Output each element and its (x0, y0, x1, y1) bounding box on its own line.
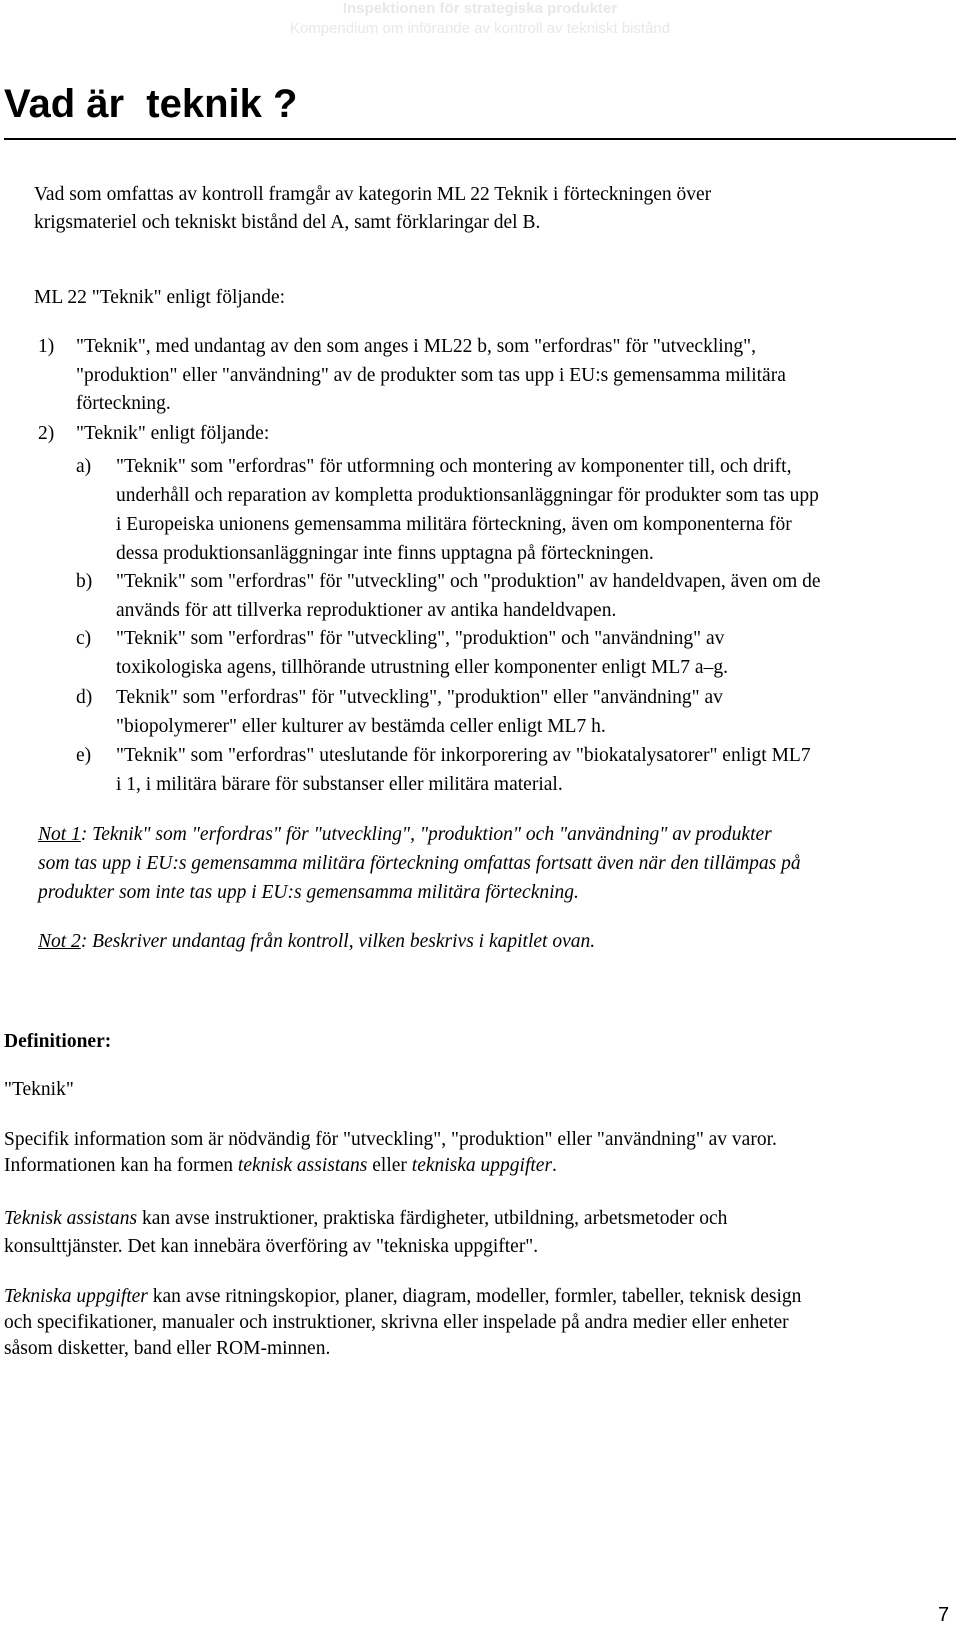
note-text: : Teknik" som "erfordras" för "utveckling", "produktion" och "användning" av produkter som tas upp i EU:s gemensamma militära förteckning omfattas fortsatt även när den tillämpas på produkter som inte tas upp i EU:s gemensamma militära förteckning. (38, 824, 801, 903)
item-text: "Teknik", med undantag av den som anges i ML22 b, som "erfordras" för "utveckling", "produktion" eller "användning" av de produkter som tas upp i EU:s gemensamma militära förteckning. (76, 336, 786, 414)
definition-paragraph (4, 1205, 924, 1261)
definition-emphasis: tekniska uppgifter (411, 1155, 553, 1176)
subitem-letter: d) (76, 687, 93, 708)
ml22-subheading: ML 22 "Teknik" enligt följande: (34, 287, 286, 308)
title-divider (4, 138, 956, 140)
definition-text: eller (367, 1155, 412, 1176)
subitem-text: "Teknik" som "erfordras" uteslutande för inkorporering av "biokatalysatorer" enligt ML7 i 1, i militära bärare för substanser eller militära material. (116, 745, 811, 795)
intro-paragraph: Vad som omfattas av kontroll framgår av kategorin ML 22 Teknik i förteckningen över krigsmateriel och tekniskt bistånd del A, samt förklaringar del B. (34, 184, 712, 233)
item-number: 1) (38, 336, 55, 357)
definition-text: kan avse instruktioner, praktiska färdigheter, utbildning, arbetsmetoder och konsulttjänster. Det kan innebära överföring av "tekniska uppgifter". (4, 1208, 728, 1257)
definition-text: Informationen kan ha formen (4, 1155, 238, 1176)
subitem-letter: b) (76, 571, 93, 592)
subitem-text: "Teknik" som "erfordras" för "utveckling" och "produktion" av handeldvapen, även om de används för att tillverka reproduktioner av antika handeldvapen. (116, 571, 821, 621)
subitem-letter: a) (76, 456, 92, 477)
definition-paragraph (4, 1284, 924, 1362)
note-2 (38, 927, 928, 956)
definition-emphasis: teknisk assistans (237, 1155, 368, 1176)
note-1 (38, 820, 928, 907)
definition-text: . (552, 1155, 557, 1176)
note-text: : Beskriver undantag från kontroll, vilken beskrivs i kapitlet ovan. (80, 931, 596, 952)
header-subtitle: Kompendium om införande av kontroll av tekniskt bistånd (289, 20, 671, 37)
definition-text: Specifik information som är nödvändig för "utveckling", "produktion" eller "användning" av varor. (4, 1129, 777, 1150)
header-title: Inspektionen för strategiska produkter (342, 0, 618, 17)
definitions-heading: Definitioner: (4, 1031, 112, 1052)
definition-text: kan avse ritningskopior, planer, diagram, modeller, formler, tabeller, teknisk design och specifikationer, manualer och instruktioner, skrivna eller inspelade på andra medier eller enheter såsom disketter, band eller ROM-minnen. (4, 1286, 802, 1359)
definition-term: "Teknik" (4, 1079, 74, 1100)
item-text: "Teknik" enligt följande: (76, 423, 270, 444)
subitem-letter: c) (76, 628, 92, 649)
definition-emphasis: Tekniska uppgifter (4, 1286, 148, 1307)
page-number: 7 (938, 1604, 950, 1626)
definition-paragraph (4, 1127, 924, 1179)
definition-emphasis: Teknisk assistans (4, 1208, 138, 1229)
item-number: 2) (38, 423, 55, 444)
subitem-text: Teknik" som "erfordras" för "utveckling", "produktion" eller "användning" av "biopolymerer" eller kulturer av bestämda celler enligt ML7 h. (116, 687, 723, 737)
subitem-text: "Teknik" som "erfordras" för utformning och montering av komponenter till, och drift, underhåll och reparation av kompletta produktionsanläggningar för produkter som tas upp i Europeiska unionens gemensamma militära förteckning, även om komponenterna för dessa produktionsanläggningar inte finns upptagna på förteckningen. (116, 456, 819, 564)
note-label: Not 1 (38, 824, 81, 845)
page-title: Vad är teknik ? (4, 82, 298, 126)
subitem-letter: e) (76, 745, 92, 766)
subitem-text: "Teknik" som "erfordras" för "utveckling", "produktion" och "användning" av toxikologiska agens, tillhörande utrustning eller komponenter enligt ML7 a–g. (116, 628, 728, 678)
note-label: Not 2 (38, 931, 81, 952)
